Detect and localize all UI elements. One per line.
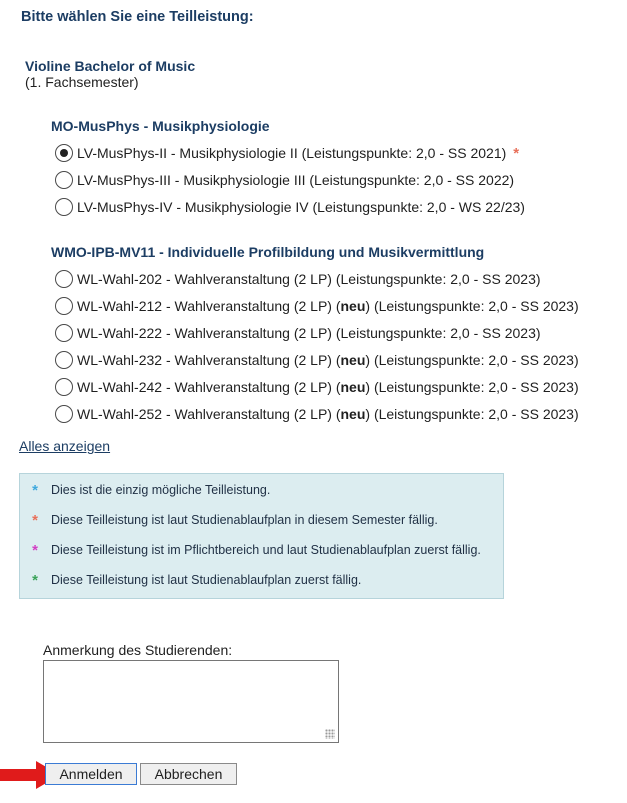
option-wl-wahl-222[interactable] <box>55 322 541 344</box>
resize-grip-icon[interactable] <box>325 729 335 739</box>
star-icon: * <box>32 541 38 559</box>
radio-button[interactable] <box>55 405 73 423</box>
option-musphys-ii[interactable] <box>55 142 519 164</box>
neu-badge: neu <box>340 352 366 368</box>
option-wl-wahl-252[interactable] <box>55 403 579 425</box>
neu-badge: neu <box>340 298 366 314</box>
legend-item <box>25 480 270 500</box>
option-wl-wahl-232[interactable] <box>55 349 579 371</box>
option-label: LV-MusPhys-IV - Musikphysiologie IV (Leistungspunkte: 2,0 - WS 22/23) <box>77 199 525 215</box>
option-musphys-iv[interactable] <box>55 196 525 218</box>
option-label: WL-Wahl-202 - Wahlveranstaltung (2 LP) (Leistungspunkte: 2,0 - SS 2023) <box>77 271 541 287</box>
show-all-link[interactable]: Alles anzeigen <box>19 438 111 454</box>
option-label: WL-Wahl-242 - Wahlveranstaltung (2 LP) (neu) (Leistungspunkte: 2,0 - SS 2023) <box>77 379 579 395</box>
remark-label: Anmerkung des Studierenden: <box>43 642 233 658</box>
radio-button[interactable] <box>55 198 73 216</box>
radio-button[interactable] <box>55 351 73 369</box>
radio-button[interactable] <box>55 144 73 162</box>
legend-text: Diese Teilleistung ist im Pflichtbereich und laut Studienablaufplan zuerst fällig. <box>51 543 481 557</box>
option-wl-wahl-242[interactable] <box>55 376 579 398</box>
submit-button[interactable]: Anmelden <box>45 763 137 785</box>
option-label: WL-Wahl-212 - Wahlveranstaltung (2 LP) (neu) (Leistungspunkte: 2,0 - SS 2023) <box>77 298 579 314</box>
option-label: LV-MusPhys-II - Musikphysiologie II (Leistungspunkte: 2,0 - SS 2021) <box>77 145 507 161</box>
legend-text: Dies ist die einzig mögliche Teilleistung. <box>51 483 271 497</box>
legend-text: Diese Teilleistung ist laut Studienablaufplan in diesem Semester fällig. <box>51 513 438 527</box>
option-wl-wahl-212[interactable] <box>55 295 579 317</box>
radio-button[interactable] <box>55 378 73 396</box>
legend-item <box>25 510 438 530</box>
option-label: LV-MusPhys-III - Musikphysiologie III (Leistungspunkte: 2,0 - SS 2022) <box>77 172 515 188</box>
star-icon: * <box>32 511 38 529</box>
radio-button[interactable] <box>55 270 73 288</box>
legend-text: Diese Teilleistung ist laut Studienablaufplan zuerst fällig. <box>51 573 362 587</box>
radio-button[interactable] <box>55 324 73 342</box>
radio-button[interactable] <box>55 171 73 189</box>
option-label: WL-Wahl-252 - Wahlveranstaltung (2 LP) (neu) (Leistungspunkte: 2,0 - SS 2023) <box>77 406 579 422</box>
star-icon: * <box>32 481 38 499</box>
legend-item <box>25 570 361 590</box>
legend-item <box>25 540 481 560</box>
star-icon: * <box>513 144 520 162</box>
module-title-musphys: MO-MusPhys - Musikphysiologie <box>51 118 270 134</box>
program-semester: (1. Fachsemester) <box>25 74 139 90</box>
legend-box <box>19 473 504 599</box>
program-name: Violine Bachelor of Music <box>25 58 196 74</box>
page-title: Bitte wählen Sie eine Teilleistung: <box>21 9 254 25</box>
star-icon: * <box>32 571 38 589</box>
remark-textarea[interactable] <box>43 660 339 743</box>
module-title-ipb-mv11: WMO-IPB-MV11 - Individuelle Profilbildung und Musikvermittlung <box>51 244 485 260</box>
neu-badge: neu <box>340 406 366 422</box>
program-info <box>25 58 195 90</box>
cancel-button[interactable]: Abbrechen <box>140 763 237 785</box>
option-label: WL-Wahl-232 - Wahlveranstaltung (2 LP) (neu) (Leistungspunkte: 2,0 - SS 2023) <box>77 352 579 368</box>
option-label: WL-Wahl-222 - Wahlveranstaltung (2 LP) (Leistungspunkte: 2,0 - SS 2023) <box>77 325 541 341</box>
option-wl-wahl-202[interactable] <box>55 268 541 290</box>
radio-button[interactable] <box>55 297 73 315</box>
option-musphys-iii[interactable] <box>55 169 514 191</box>
neu-badge: neu <box>340 379 366 395</box>
